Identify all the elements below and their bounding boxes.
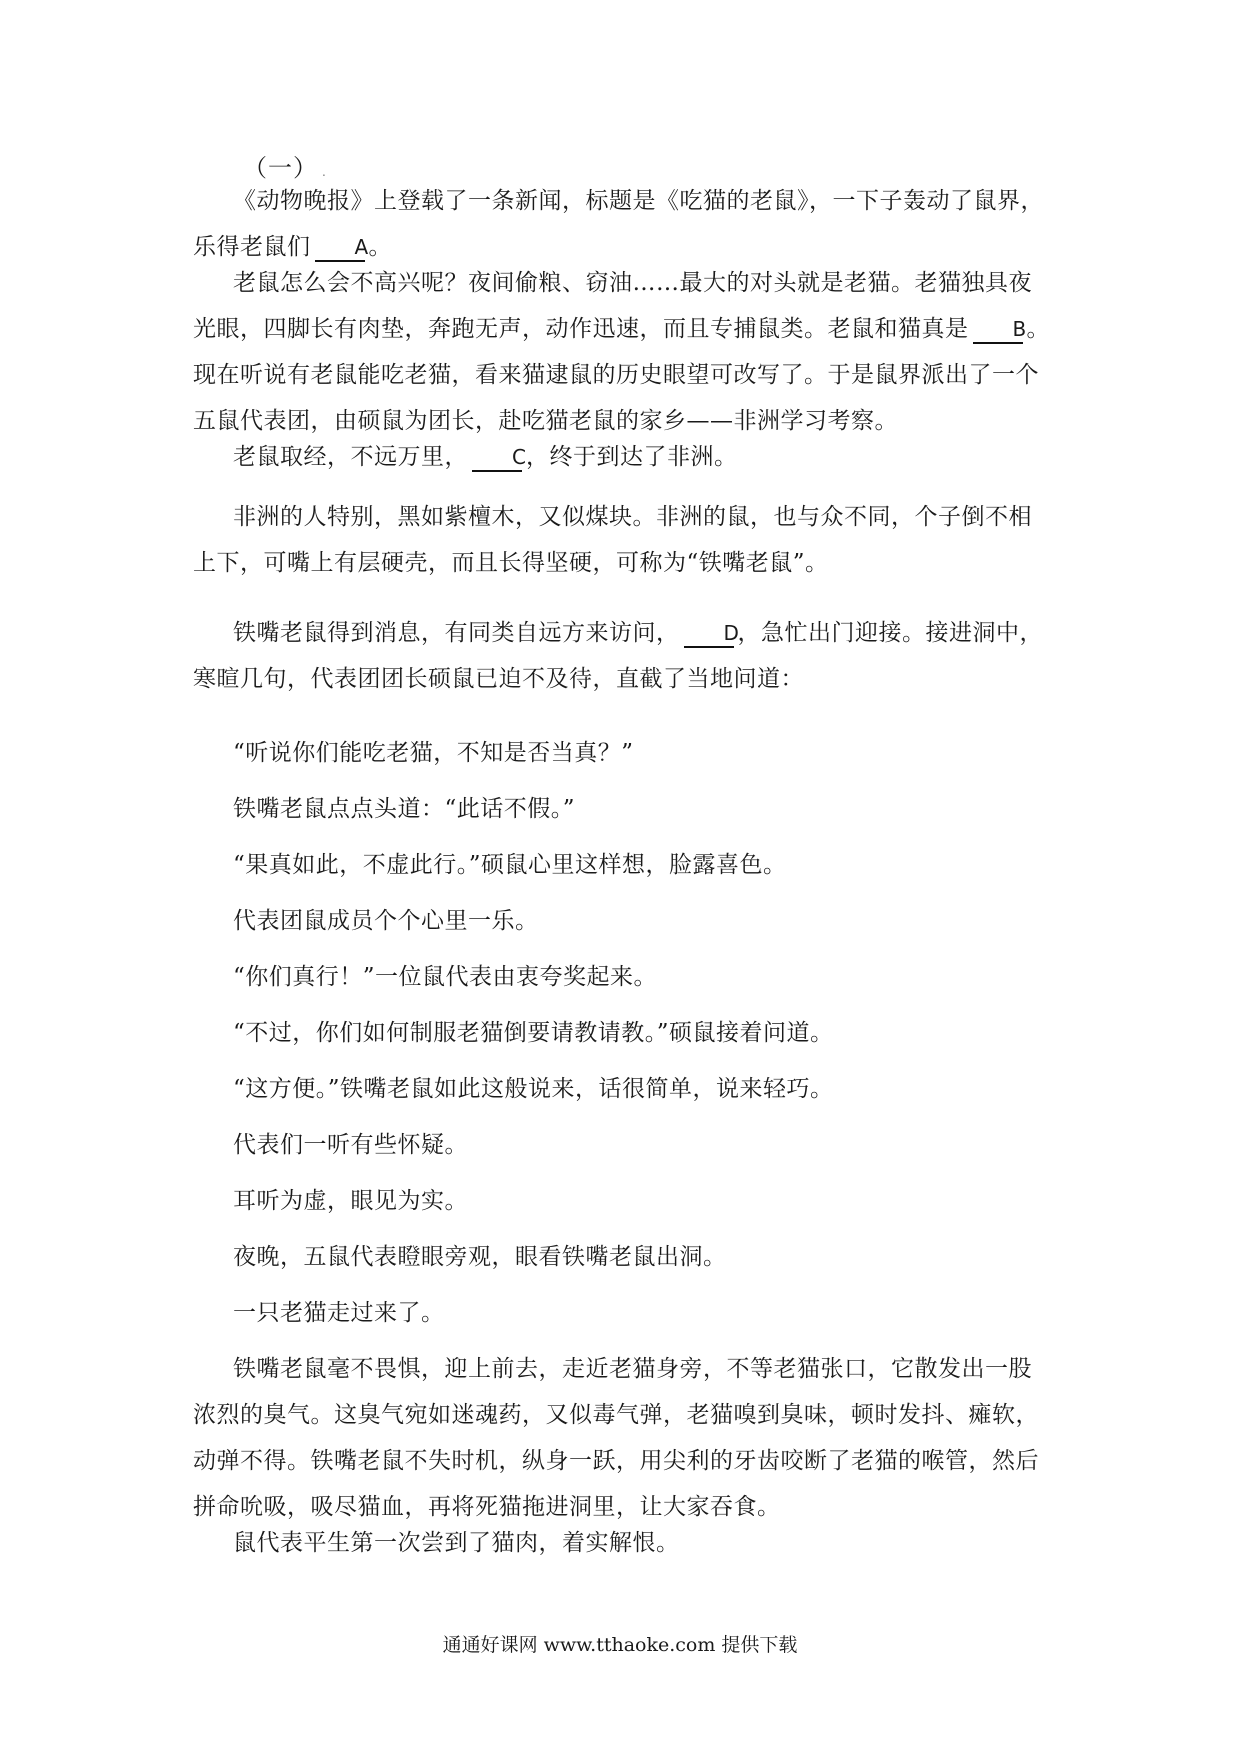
paragraph-6: “听说你们能吃老猫，不知是否当真？”	[233, 740, 634, 766]
paragraph-18: 鼠代表平生第一次尝到了猫肉，着实解恨。	[233, 1530, 680, 1556]
footer-watermark: 通通好课网 www.tthaoke.com 提供下载	[442, 1634, 798, 1656]
paragraph-1: 《动物晚报》上登载了一条新闻，标题是《吃猫的老鼠》，一下子轰动了鼠界，乐得老鼠们 A。	[193, 188, 1044, 260]
paragraph-14: 耳听为虚，眼见为实。	[233, 1188, 468, 1214]
paragraph-12: “这方便。”铁嘴老鼠如此这般说来，话很简单，说来轻巧。	[233, 1076, 834, 1102]
blank-a: A	[315, 234, 365, 262]
paragraph-16: 一只老猫走过来了。	[233, 1300, 445, 1326]
paragraph-4: 非洲的人特别，黑如紫檀木，又似煤块。非洲的鼠，也与众不同，个子倒不相上下，可嘴上有层硬壳，而且长得坚硬，可称为“铁嘴老鼠”。	[193, 504, 1032, 576]
section-title-text: （一）	[243, 154, 318, 182]
paragraph-13: 代表们一听有些怀疑。	[233, 1132, 468, 1158]
paragraph-8: “果真如此，不虚此行。”硕鼠心里这样想，脸露喜色。	[233, 852, 787, 878]
paragraph-5: 铁嘴老鼠得到消息，有同类自远方来访问， D，急忙出门迎接。接进洞中，寒暄几句，代表团团长硕鼠已迫不及待，直截了当地问道：	[193, 620, 1043, 692]
paragraph-11: “不过，你们如何制服老猫倒要请教请教。”硕鼠接着问道。	[233, 1020, 834, 1046]
paragraph-9: 代表团鼠成员个个心里一乐。	[233, 908, 539, 934]
blank-b: B	[973, 316, 1023, 344]
blank-c: C	[472, 444, 522, 472]
paragraph-7: 铁嘴老鼠点点头道：“此话不假。”	[233, 796, 576, 822]
paragraph-15: 夜晚，五鼠代表瞪眼旁观，眼看铁嘴老鼠出洞。	[233, 1244, 727, 1270]
blank-d: D	[684, 620, 734, 648]
stray-dot: .	[322, 165, 327, 179]
paragraph-2: 老鼠怎么会不高兴呢？夜间偷粮、窃油……最大的对头就是老猫。老猫独具夜光眼，四脚长有肉垫，奔跑无声，动作迅速，而且专捕鼠类。老鼠和猫真是 B。现在听说有老鼠能吃老猫，看来猫逮鼠的历史眼望可改写了。于是鼠界派出了一个五鼠代表团，由硕鼠为团长，赴吃猫老鼠的家乡——非洲学习考察。	[193, 270, 1050, 434]
paragraph-17: 铁嘴老鼠毫不畏惧，迎上前去，走近老猫身旁，不等老猫张口，它散发出一股浓烈的臭气。这臭气宛如迷魂药，又似毒气弹，老猫嗅到臭味，顿时发抖、瘫软，动弹不得。铁嘴老鼠不失时机，纵身一跃，用尖利的牙齿咬断了老猫的喉管，然后拼命吮吸，吸尽猫血，再将死猫拖进洞里，让大家吞食。	[193, 1356, 1039, 1520]
paragraph-3: 老鼠取经，不远万里， C，终于到达了非洲。	[233, 444, 738, 470]
paragraph-10: “你们真行！”一位鼠代表由衷夸奖起来。	[233, 964, 658, 990]
